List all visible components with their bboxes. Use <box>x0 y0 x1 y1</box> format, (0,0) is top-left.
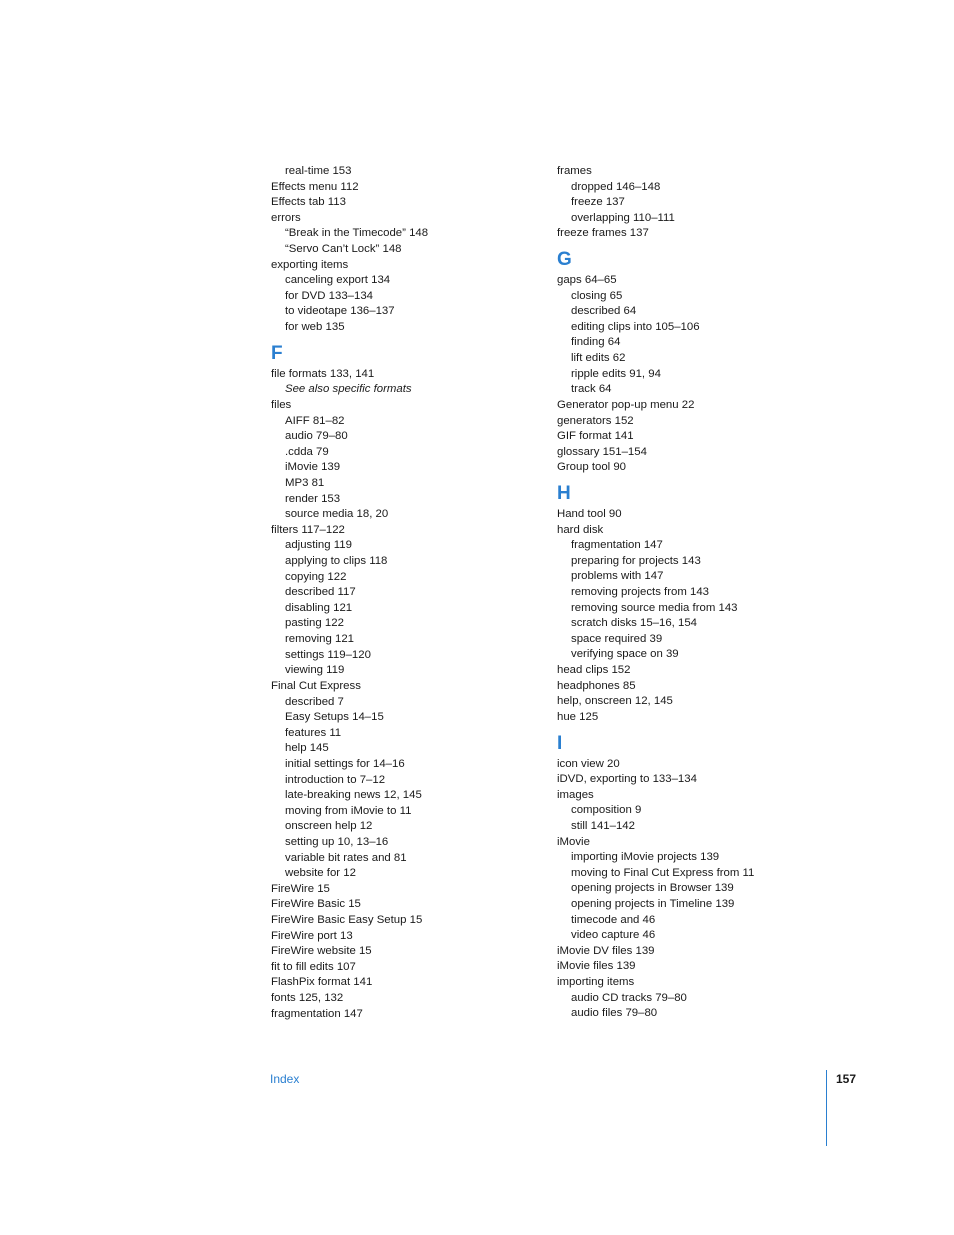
index-subentry: space required 39 <box>571 632 663 645</box>
index-subentry: settings 119–120 <box>285 648 371 661</box>
index-entry: fonts 125, 132 <box>271 992 344 1005</box>
index-entry: FlashPix format 141 <box>271 976 373 989</box>
index-subentry: freeze 137 <box>571 196 625 209</box>
index-subentry: late-breaking news 12, 145 <box>285 789 422 802</box>
index-subentry: Easy Setups 14–15 <box>285 711 384 724</box>
index-subentry: MP3 81 <box>285 476 325 489</box>
index-subentry: timecode and 46 <box>571 913 656 926</box>
index-subentry: variable bit rates and 81 <box>285 851 407 864</box>
index-entry: gaps 64–65 <box>557 274 617 287</box>
index-subentry: copying 122 <box>285 570 347 583</box>
index-entry: filters 117–122 <box>271 523 345 536</box>
index-subentry: removing source media from 143 <box>571 601 738 614</box>
index-subentry: importing iMovie projects 139 <box>571 851 720 864</box>
index-subentry: described 64 <box>571 305 637 318</box>
index-entry: iDVD, exporting to 133–134 <box>557 773 697 786</box>
index-entry: help, onscreen 12, 145 <box>557 695 673 708</box>
index-subentry: closing 65 <box>571 289 623 302</box>
index-entry: FireWire website 15 <box>271 945 372 958</box>
index-subentry: viewing 119 <box>285 664 345 677</box>
index-subentry: track 64 <box>571 383 612 396</box>
index-subentry: applying to clips 118 <box>285 555 388 568</box>
index-subentry: source media 18, 20 <box>285 508 389 521</box>
index-subentry: real-time 153 <box>285 165 352 177</box>
section-letter: F <box>271 342 283 364</box>
index-subentry: “Servo Can’t Lock” 148 <box>285 243 402 256</box>
index-entry: GIF format 141 <box>557 430 634 443</box>
index-subentry: scratch disks 15–16, 154 <box>571 617 698 630</box>
index-subentry: removing projects from 143 <box>571 586 710 599</box>
index-subentry: help 145 <box>285 742 329 755</box>
page-number: 157 <box>836 1072 857 1086</box>
index-subentry: problems with 147 <box>571 570 664 583</box>
index-subentry: ripple edits 91, 94 <box>571 367 661 380</box>
index-subentry: disabling 121 <box>285 601 353 614</box>
index-entry: fragmentation 147 <box>271 1007 363 1020</box>
index-column-left <box>271 164 521 1022</box>
index-subentry: described 117 <box>285 586 356 599</box>
index-subentry: audio 79–80 <box>285 430 348 443</box>
index-subentry: audio files 79–80 <box>571 1007 658 1020</box>
index-entry: head clips 152 <box>557 664 631 677</box>
index-subentry: moving from iMovie to 11 <box>285 804 412 817</box>
index-subentry: adjusting 119 <box>285 539 352 552</box>
index-subentry: audio CD tracks 79–80 <box>571 991 687 1004</box>
index-subentry: to videotape 136–137 <box>285 305 395 318</box>
index-entry: hue 125 <box>557 710 599 723</box>
index-entry: hard disk <box>557 523 604 536</box>
index-subentry: pasting 122 <box>285 617 344 630</box>
index-entry: Effects menu 112 <box>271 180 359 193</box>
index-entry: files <box>271 398 292 411</box>
index-subentry: video capture 46 <box>571 929 656 942</box>
index-subentry: opening projects in Timeline 139 <box>571 897 735 910</box>
index-subentry: initial settings for 14–16 <box>285 757 405 770</box>
index-subentry: AIFF 81–82 <box>285 414 345 427</box>
index-entry: Hand tool 90 <box>557 507 622 520</box>
index-entry: icon view 20 <box>557 757 620 770</box>
index-entry: glossary 151–154 <box>557 445 647 458</box>
index-column-right <box>557 164 807 1022</box>
index-subentry: editing clips into 105–106 <box>571 320 700 333</box>
index-entry: Group tool 90 <box>557 461 627 474</box>
index-subentry: overlapping 110–111 <box>571 211 675 224</box>
index-entry: freeze frames 137 <box>557 227 649 240</box>
index-entry: Effects tab 113 <box>271 196 346 209</box>
index-subentry: iMovie 139 <box>285 461 341 474</box>
index-subentry: dropped 146–148 <box>571 180 661 193</box>
footer-section-label: Index <box>270 1072 300 1086</box>
index-entry: Generator pop-up menu 22 <box>557 398 695 411</box>
index-subentry: removing 121 <box>285 633 355 646</box>
index-subentry: verifying space on 39 <box>571 648 679 661</box>
index-entry: exporting items <box>271 258 349 271</box>
index-subentry: described 7 <box>285 695 344 708</box>
index-subentry: for web 135 <box>285 321 345 334</box>
index-subentry: render 153 <box>285 492 341 505</box>
index-entry: errors <box>271 211 301 224</box>
index-entry: FireWire Basic Easy Setup 15 <box>271 914 423 927</box>
index-subentry: finding 64 <box>571 336 621 349</box>
index-subentry: still 141–142 <box>571 819 635 832</box>
index-entry: FireWire Basic 15 <box>271 898 361 911</box>
index-entry: fit to fill edits 107 <box>271 960 356 973</box>
index-entry: frames <box>557 165 592 177</box>
section-letter: H <box>557 482 571 504</box>
index-subentry: onscreen help 12 <box>285 820 373 833</box>
index-subentry: .cdda 79 <box>285 445 329 458</box>
section-letter: I <box>557 732 563 754</box>
index-subentry: lift edits 62 <box>571 352 626 365</box>
footer-divider <box>826 1070 827 1146</box>
index-entry: FireWire 15 <box>271 882 330 895</box>
index-entry: file formats 133, 141 <box>271 367 375 380</box>
index-entry: headphones 85 <box>557 679 636 692</box>
index-entry: importing items <box>557 976 635 989</box>
index-entry: iMovie files 139 <box>557 960 636 973</box>
index-subentry: opening projects in Browser 139 <box>571 882 734 895</box>
index-subentry: introduction to 7–12 <box>285 773 386 786</box>
index-entry: iMovie <box>557 835 590 848</box>
index-subentry: “Break in the Timecode” 148 <box>285 227 429 240</box>
index-subentry: composition 9 <box>571 804 642 817</box>
index-subentry: setting up 10, 13–16 <box>285 835 389 848</box>
index-entry: images <box>557 788 594 801</box>
index-subentry: canceling export 134 <box>285 274 391 287</box>
index-see-also: See also specific formats <box>285 383 412 396</box>
index-subentry: moving to Final Cut Express from 11 <box>571 866 755 879</box>
index-subentry: website for 12 <box>285 867 356 880</box>
index-entry: Final Cut Express <box>271 679 361 692</box>
index-entry: generators 152 <box>557 414 634 427</box>
section-letter: G <box>557 249 572 271</box>
index-subentry: fragmentation 147 <box>571 539 663 552</box>
index-subentry: preparing for projects 143 <box>571 554 701 567</box>
index-subentry: features 11 <box>285 726 342 739</box>
index-entry: FireWire port 13 <box>271 929 353 942</box>
index-entry: iMovie DV files 139 <box>557 944 655 957</box>
index-subentry: for DVD 133–134 <box>285 289 374 302</box>
